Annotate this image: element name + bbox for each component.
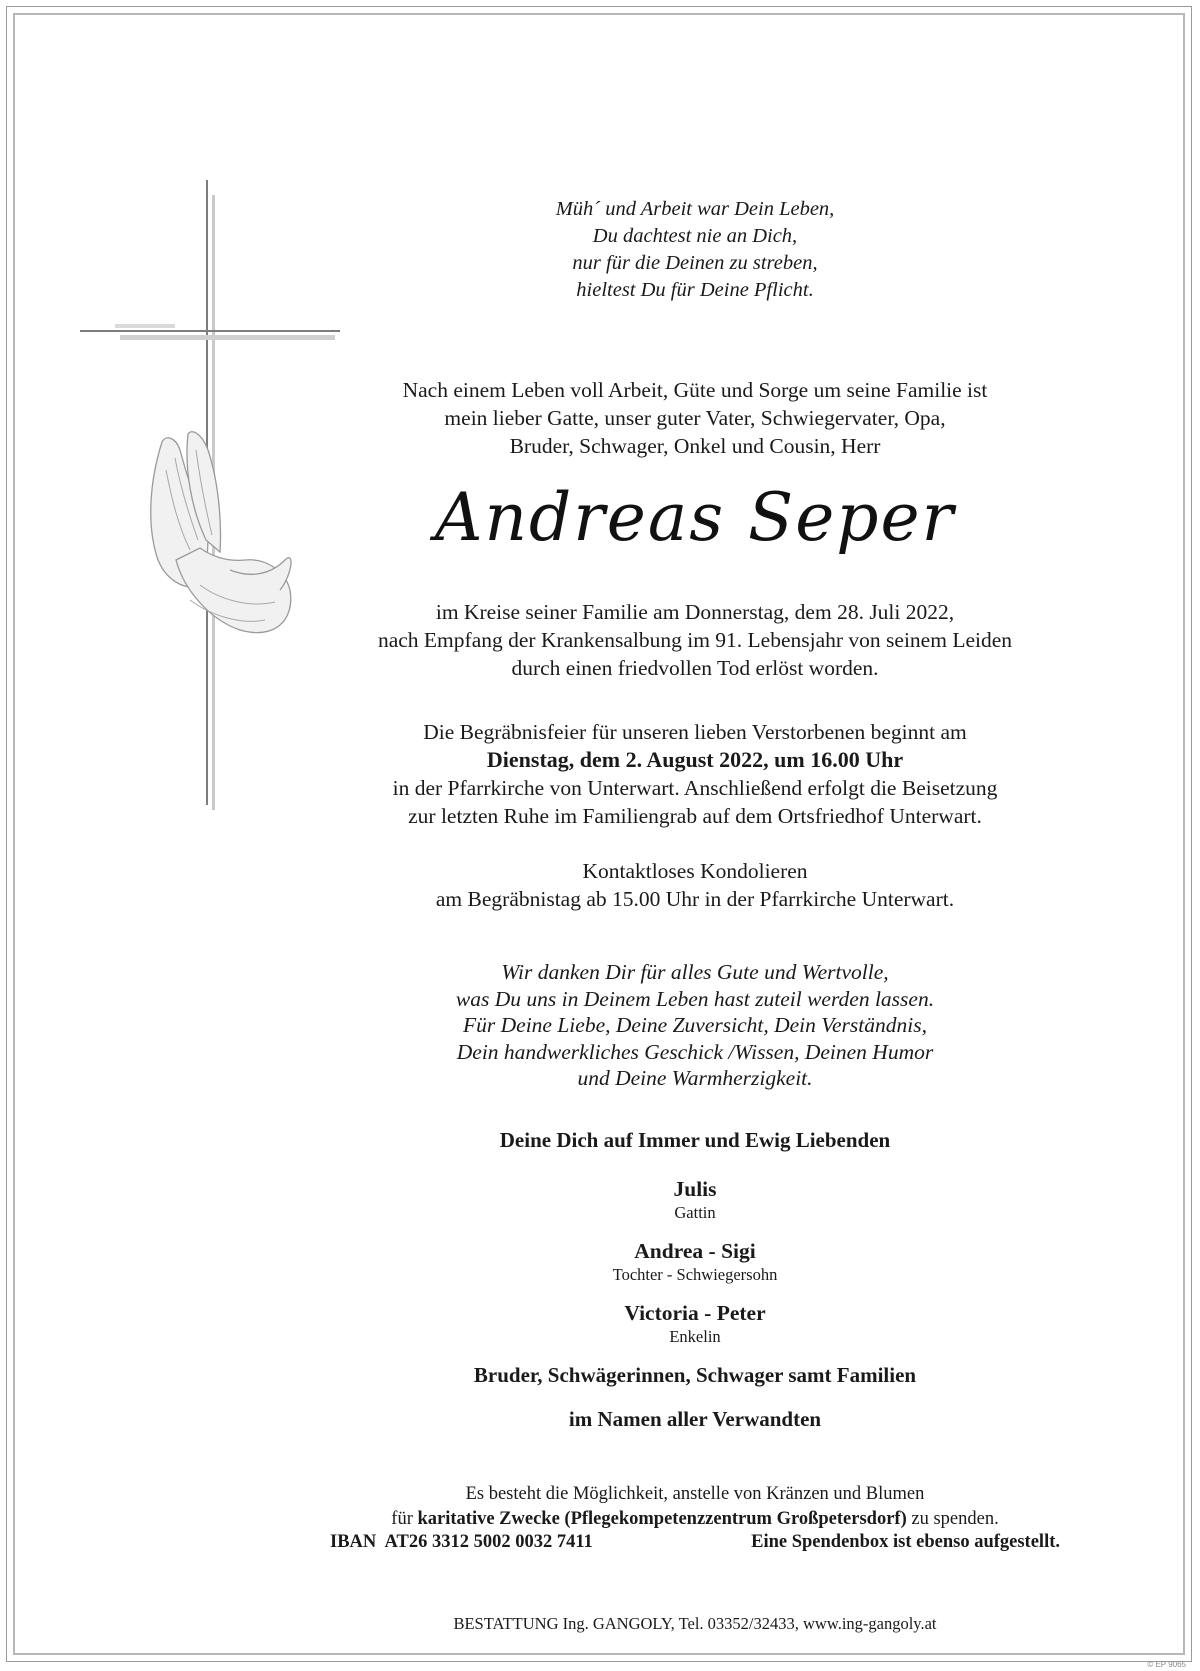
family-name: Julis bbox=[673, 1177, 717, 1201]
notice-line: im Kreise seiner Familie am Donnerstag, dem 28. Juli 2022, bbox=[435, 600, 955, 624]
family-name: Andrea - Sigi bbox=[634, 1239, 756, 1263]
family-role: Tochter - Schwiegersohn bbox=[612, 1265, 778, 1284]
thanks-line: was Du uns in Deinem Leben hast zuteil werden lassen. bbox=[455, 986, 935, 1011]
intro-line: Bruder, Schwager, Onkel und Cousin, Herr bbox=[509, 434, 881, 458]
intro-line: mein lieber Gatte, unser guter Vater, Schwiegervater, Opa, bbox=[444, 406, 946, 430]
donation-info bbox=[300, 1482, 1090, 1532]
notice-line: nach Empfang der Krankensalbung im 91. Lebensjahr von seinem Leiden bbox=[377, 628, 1013, 652]
funeral-line: in der Pfarrkirche von Unterwart. Anschließend erfolgt die Beisetzung bbox=[392, 776, 998, 800]
condolence-line: am Begräbnistag ab 15.00 Uhr in der Pfarrkirche Unterwart. bbox=[435, 887, 955, 911]
funeral-date-time: Dienstag, dem 2. August 2022, um 16.00 Uhr bbox=[486, 747, 904, 772]
family-member-1 bbox=[300, 1176, 1090, 1223]
funeral-home-footer: BESTATTUNG Ing. GANGOLY, Tel. 03352/32433, www.ing-gangoly.at bbox=[453, 1614, 937, 1633]
donation-line: Es besteht die Möglichkeit, anstelle von Kränzen und Blumen bbox=[465, 1484, 925, 1504]
funeral-line: zur letzten Ruhe im Familiengrab auf dem Ortsfriedhof Unterwart. bbox=[408, 804, 982, 828]
family-role: Enkelin bbox=[669, 1327, 721, 1346]
poem-line: hieltest Du für Deine Pflicht. bbox=[576, 279, 814, 301]
death-notice bbox=[300, 598, 1090, 682]
poem-line: Müh´ und Arbeit war Dein Leben, bbox=[555, 198, 835, 220]
mourners-heading: Deine Dich auf Immer und Ewig Liebenden bbox=[499, 1128, 891, 1152]
family-member-2 bbox=[300, 1238, 1090, 1285]
notice-line: durch einen friedvollen Tod erlöst worden. bbox=[511, 656, 879, 680]
iban-row bbox=[330, 1532, 1060, 1553]
thanks-line: Für Deine Liebe, Deine Zuversicht, Dein Verständnis, bbox=[463, 1013, 927, 1037]
condolence-info bbox=[300, 857, 1090, 913]
donation-prefix: für bbox=[391, 1509, 413, 1529]
corner-mark: © EP 9065 bbox=[1147, 1660, 1186, 1669]
opening-poem bbox=[300, 196, 1090, 304]
family-role: Gattin bbox=[674, 1203, 716, 1222]
poem-line: Du dachtest nie an Dich, bbox=[592, 225, 798, 247]
poem-line: nur für die Deinen zu streben, bbox=[572, 252, 818, 274]
donation-purpose: karitative Zwecke (Pflegekompetenzzentrum Großpetersdorf) bbox=[417, 1509, 907, 1529]
funeral-info bbox=[300, 718, 1090, 830]
thanks-line: Dein handwerkliches Geschick /Wissen, Deinen Humor bbox=[456, 1039, 934, 1064]
siblings-line: Bruder, Schwägerinnen, Schwager samt Familien bbox=[473, 1363, 917, 1387]
funeral-line: Die Begräbnisfeier für unseren lieben Verstorbenen beginnt am bbox=[423, 720, 967, 744]
donation-line bbox=[300, 1507, 1090, 1532]
thanks-line: Wir danken Dir für alles Gute und Wertvolle, bbox=[501, 960, 889, 984]
family-member-3 bbox=[300, 1300, 1090, 1347]
iban: IBAN AT26 3312 5002 0032 7411 bbox=[330, 1532, 593, 1552]
condolence-line: Kontaktloses Kondolieren bbox=[582, 859, 808, 883]
deceased-name: Andreas Seper bbox=[434, 479, 956, 556]
donation-suffix: zu spenden. bbox=[911, 1509, 999, 1529]
intro-line: Nach einem Leben voll Arbeit, Güte und Sorge um seine Familie ist bbox=[402, 378, 988, 402]
thanks-line: und Deine Warmherzigkeit. bbox=[577, 1066, 813, 1090]
thanks-text bbox=[300, 959, 1090, 1092]
family-name: Victoria - Peter bbox=[624, 1301, 766, 1325]
intro-text bbox=[300, 376, 1090, 460]
donation-box-note: Eine Spendenbox ist ebenso aufgestellt. bbox=[751, 1532, 1060, 1552]
relatives-line: im Namen aller Verwandten bbox=[568, 1407, 822, 1431]
